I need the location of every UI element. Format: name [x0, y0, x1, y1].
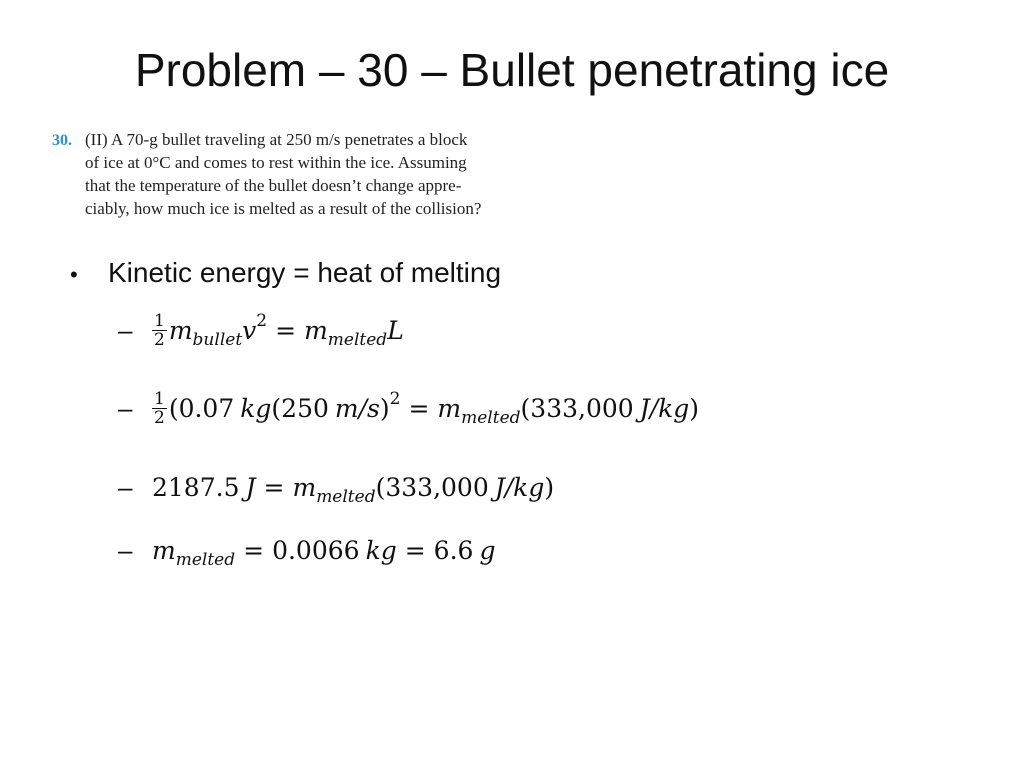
problem-line: (II) A 70-g bullet traveling at 250 m/s penetrates a block — [85, 130, 468, 149]
bullet-point — [70, 255, 501, 293]
exponent: 2 — [256, 310, 268, 331]
value-mass: (0.07 — [168, 394, 235, 423]
fraction-numerator: 1 — [154, 311, 165, 331]
var-m: m — [437, 394, 462, 423]
subscript-bullet: bullet — [192, 329, 243, 350]
var-m: m — [292, 473, 317, 502]
sub-bullet-dash: – — [118, 393, 133, 423]
fraction-denominator: 2 — [154, 408, 165, 428]
exponent: 2 — [389, 388, 401, 409]
equals-sign: = — [408, 394, 430, 423]
var-m: m — [304, 316, 328, 345]
unit-kg: kg — [240, 394, 272, 423]
var-m: m — [168, 316, 193, 345]
unit-m-per-s: m/s — [334, 394, 380, 423]
value-mass-g: 6.6 — [433, 536, 474, 565]
unit-j-per-kg: J/kg — [639, 394, 690, 423]
sub-bullet-dash: – — [118, 315, 133, 345]
unit-j-per-kg: J/kg — [494, 473, 545, 502]
equals-sign: = — [243, 536, 265, 565]
subscript-melted: melted — [316, 486, 376, 507]
var-L: L — [387, 316, 404, 345]
close-paren: ) — [379, 394, 390, 423]
slide-title: Problem – 30 – Bullet penetrating ice — [134, 44, 890, 96]
fraction-numerator: 1 — [154, 389, 165, 409]
fraction-half — [152, 312, 167, 349]
unit-J: J — [245, 473, 256, 502]
value-latent-heat: (333,000 — [520, 394, 634, 423]
problem-line: ciably, how much ice is melted as a result of the collision? — [85, 199, 482, 218]
problem-number: 30. — [52, 132, 72, 149]
value-energy: 2187.5 — [152, 473, 240, 502]
problem-text — [85, 128, 565, 220]
bullet-text: Kinetic energy = heat of melting — [108, 257, 502, 288]
close-paren: ) — [544, 473, 555, 502]
problem-line: that the temperature of the bullet doesn’t change appre- — [85, 176, 462, 195]
subscript-melted: melted — [327, 329, 388, 350]
subscript-melted: melted — [175, 549, 236, 570]
value-latent-heat: (333,000 — [375, 473, 489, 502]
var-m: m — [152, 536, 176, 565]
fraction-denominator: 2 — [154, 330, 165, 350]
var-v: v — [242, 316, 257, 345]
bullet-icon: • — [70, 262, 78, 287]
close-paren: ) — [689, 394, 700, 423]
equals-sign: = — [275, 316, 297, 345]
equation-3 — [118, 472, 555, 507]
equation-4 — [118, 535, 496, 570]
unit-kg: kg — [365, 536, 397, 565]
sub-bullet-dash: – — [118, 535, 133, 565]
fraction-half — [152, 390, 167, 427]
value-mass-kg: 0.0066 — [272, 536, 360, 565]
sub-bullet-dash: – — [118, 472, 133, 502]
problem-line: of ice at 0°C and comes to rest within the ice. Assuming — [85, 153, 467, 172]
equation-2 — [118, 390, 699, 427]
unit-g: g — [479, 536, 496, 565]
equals-sign: = — [404, 536, 426, 565]
equals-sign: = — [263, 473, 285, 502]
value-speed: (250 — [271, 394, 329, 423]
equation-1 — [118, 312, 404, 349]
subscript-melted: melted — [461, 407, 521, 428]
